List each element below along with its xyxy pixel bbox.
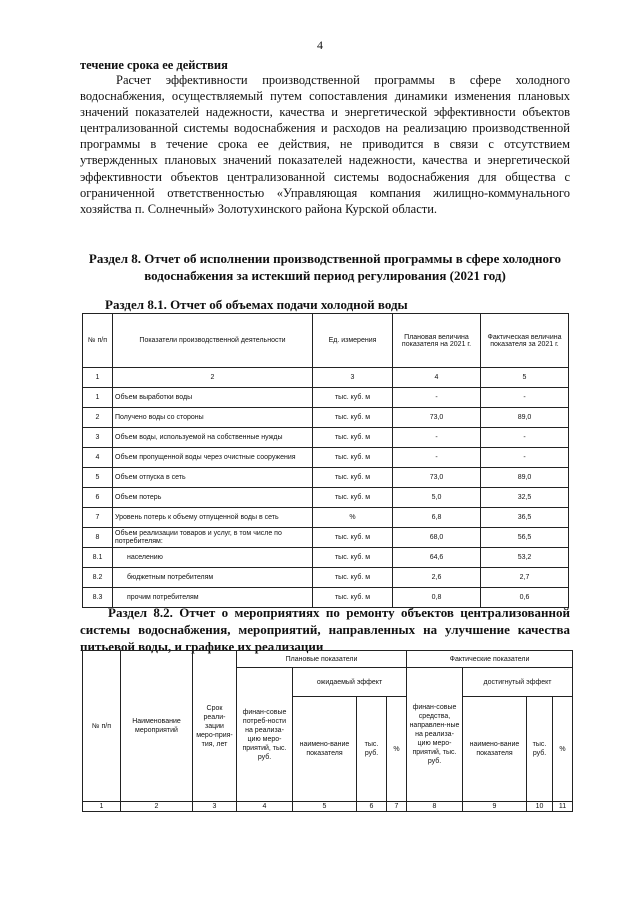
- row-plan-value: 64,6: [393, 548, 481, 568]
- row-number: 8.2: [83, 568, 113, 588]
- column-number: 2: [121, 802, 193, 812]
- table-row: [83, 408, 569, 428]
- header-cell: Показатели производственной деятельности: [113, 314, 313, 368]
- header-fact: Фактические показатели: [407, 651, 573, 668]
- table-row: [83, 568, 569, 588]
- row-plan-value: 2,6: [393, 568, 481, 588]
- row-indicator-name: Объем выработки воды: [113, 388, 313, 408]
- column-number: 9: [463, 802, 527, 812]
- column-number: 1: [83, 802, 121, 812]
- row-plan-value: 5,0: [393, 488, 481, 508]
- header-plan: Плановые показатели: [237, 651, 407, 668]
- table-header-row: [83, 314, 569, 368]
- header-cell: Ед. измерения: [313, 314, 393, 368]
- header-ind-name: наимено-вание показателя: [463, 697, 527, 802]
- row-plan-value: 68,0: [393, 528, 481, 548]
- row-unit: тыс. куб. м: [313, 428, 393, 448]
- row-indicator-name: Объем реализации товаров и услуг, в том числе по потребителям:: [113, 528, 313, 548]
- row-indicator-name: Объем воды, используемой на собственные нужды: [113, 428, 313, 448]
- row-indicator-name: Объем отпуска в сеть: [113, 468, 313, 488]
- row-fact-value: 53,2: [481, 548, 569, 568]
- header-pct: %: [387, 697, 407, 802]
- column-number: 5: [293, 802, 357, 812]
- column-number: 2: [113, 368, 313, 388]
- column-number: 5: [481, 368, 569, 388]
- page-number: 4: [317, 38, 323, 52]
- row-unit: тыс. куб. м: [313, 388, 393, 408]
- column-number: 3: [193, 802, 237, 812]
- row-unit: тыс. куб. м: [313, 528, 393, 548]
- column-number: 7: [387, 802, 407, 812]
- table-row: [83, 428, 569, 448]
- section-8-heading: Раздел 8. Отчет об исполнении производственной программы в сфере холодного водоснабжения за истекший период регулирования (2021 год): [88, 251, 562, 283]
- row-number: 8.1: [83, 548, 113, 568]
- column-number: 4: [237, 802, 293, 812]
- row-plan-value: -: [393, 388, 481, 408]
- water-supply-volumes-table: [82, 313, 569, 608]
- header-pct: %: [553, 697, 573, 802]
- header-expected: ожидаемый эффект: [293, 668, 407, 697]
- row-number: 1: [83, 388, 113, 408]
- column-number: 10: [527, 802, 553, 812]
- row-number: 4: [83, 448, 113, 468]
- row-unit: тыс. куб. м: [313, 548, 393, 568]
- row-number: 8.3: [83, 588, 113, 608]
- row-number: 2: [83, 408, 113, 428]
- row-number: 8: [83, 528, 113, 548]
- row-unit: тыс. куб. м: [313, 408, 393, 428]
- row-unit: %: [313, 508, 393, 528]
- header-cell: Плановая величина показателя на 2021 г.: [393, 314, 481, 368]
- header-num: № п/п: [83, 651, 121, 802]
- column-number-row: [83, 802, 573, 812]
- column-number: 11: [553, 802, 573, 812]
- row-fact-value: 0,6: [481, 588, 569, 608]
- column-number: 8: [407, 802, 463, 812]
- column-number: 3: [313, 368, 393, 388]
- row-unit: тыс. куб. м: [313, 588, 393, 608]
- row-indicator-name: Уровень потерь к объему отпущенной воды в сеть: [113, 508, 313, 528]
- row-fact-value: -: [481, 448, 569, 468]
- row-number: 7: [83, 508, 113, 528]
- row-indicator-name: Получено воды со стороны: [113, 408, 313, 428]
- column-number-row: [83, 368, 569, 388]
- header-name: Наименование мероприятий: [121, 651, 193, 802]
- row-fact-value: 32,5: [481, 488, 569, 508]
- row-plan-value: 73,0: [393, 468, 481, 488]
- row-indicator-name: Объем пропущенной воды через очистные сооружения: [113, 448, 313, 468]
- table-row: [83, 448, 569, 468]
- row-fact-value: 56,5: [481, 528, 569, 548]
- header-ind-name: наимено-вание показателя: [293, 697, 357, 802]
- section-8-2-heading: Раздел 8.2. Отчет о мероприятиях по ремонту объектов централизованной системы водоснабжения, мероприятий, направленных на улучшение качества питьевой воды, и графике их реализации: [80, 605, 570, 654]
- row-fact-value: 2,7: [481, 568, 569, 588]
- intro-paragraph: Расчет эффективности производственной программы в сфере холодного водоснабжения, осуществляемый путем сопоставления динамики изменения плановых значений показателей надежности, качества и энергетической эффективности объектов централизованной системы водоснабжения и расходов на реализацию производственной программы в течение срока ее действия, не приводится в связи с отсутствием утвержденных плановых значений показателей надежности, качества и энергетической эффективности объектов централизованной системы водоснабжения для общества с ограниченной ответственностью «Управляющая компания жилищно-коммунального хозяйства п. Солнечный» Золотухинского района Курской области.: [80, 73, 570, 216]
- row-plan-value: -: [393, 428, 481, 448]
- row-unit: тыс. куб. м: [313, 488, 393, 508]
- column-number: 1: [83, 368, 113, 388]
- row-number: 3: [83, 428, 113, 448]
- repair-measures-table: [82, 650, 573, 812]
- table-row: [83, 388, 569, 408]
- row-plan-value: -: [393, 448, 481, 468]
- header-rub: тыс. руб.: [527, 697, 553, 802]
- row-indicator-name: населению: [113, 548, 313, 568]
- header-fin-plan: финан-совые потреб-ности на реализа-цию меро-приятий, тыс. руб.: [237, 668, 293, 802]
- header-term: Срок реали-зации меро-прия-тия, лет: [193, 651, 237, 802]
- table-row: [83, 508, 569, 528]
- section-8-1-heading: Раздел 8.1. Отчет об объемах подачи холодной воды: [105, 297, 408, 312]
- column-number: 6: [357, 802, 387, 812]
- row-fact-value: 89,0: [481, 408, 569, 428]
- row-number: 5: [83, 468, 113, 488]
- table-row: [83, 548, 569, 568]
- row-indicator-name: прочим потребителям: [113, 588, 313, 608]
- row-indicator-name: Объем потерь: [113, 488, 313, 508]
- row-unit: тыс. куб. м: [313, 568, 393, 588]
- row-plan-value: 0,8: [393, 588, 481, 608]
- row-fact-value: 89,0: [481, 468, 569, 488]
- table-row: [83, 468, 569, 488]
- header-achieved: достигнутый эффект: [463, 668, 573, 697]
- header-rub: тыс. руб.: [357, 697, 387, 802]
- row-plan-value: 6,8: [393, 508, 481, 528]
- row-fact-value: -: [481, 428, 569, 448]
- header-cell: Фактическая величина показателя за 2021 г.: [481, 314, 569, 368]
- table-row: [83, 528, 569, 548]
- row-fact-value: 36,5: [481, 508, 569, 528]
- row-indicator-name: бюджетным потребителям: [113, 568, 313, 588]
- intro-lead: течение срока ее действия: [80, 58, 228, 72]
- row-number: 6: [83, 488, 113, 508]
- row-plan-value: 73,0: [393, 408, 481, 428]
- row-fact-value: -: [481, 388, 569, 408]
- column-number: 4: [393, 368, 481, 388]
- row-unit: тыс. куб. м: [313, 448, 393, 468]
- row-unit: тыс. куб. м: [313, 468, 393, 488]
- table-row: [83, 488, 569, 508]
- header-cell: № п/п: [83, 314, 113, 368]
- header-fin-fact: финан-совые средства, направлен-ные на реализа-цию меро-приятий, тыс. руб.: [407, 668, 463, 802]
